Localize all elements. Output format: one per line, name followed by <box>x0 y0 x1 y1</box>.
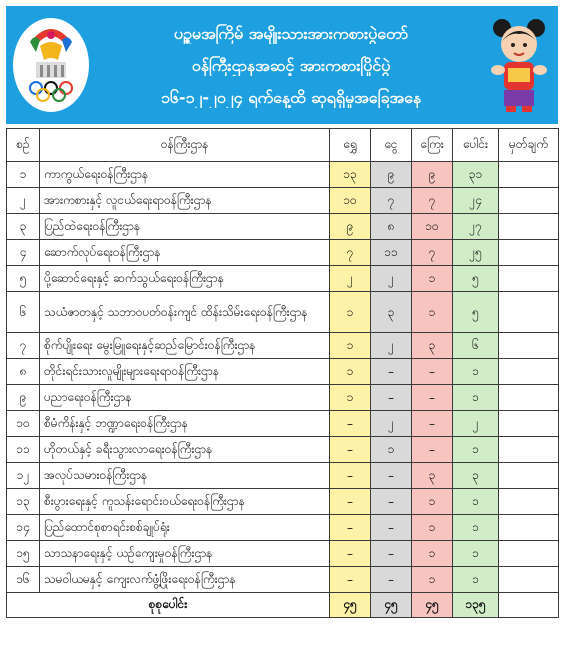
cell-remark <box>499 292 559 333</box>
cell-no: ၆ <box>7 292 40 333</box>
cell-ministry: စီမံကိန်းနှင့် ဘဏ္ဍာရေးဝန်ကြီးဌာန <box>40 411 330 437</box>
cell-ministry: စီးပွားရေးနှင့် ကူသန်းရောင်းဝယ်ရေးဝန်ကြီးဌာန <box>40 489 330 515</box>
cell-silver: – <box>371 567 412 593</box>
cell-no: ၁၀ <box>7 411 40 437</box>
header-banner <box>6 6 558 124</box>
table-row <box>7 214 559 240</box>
cell-ministry: ပို့ဆောင်ရေးနှင့် ဆက်သွယ်ရေးဝန်ကြီးဌာန <box>40 266 330 292</box>
cell-bronze: ၁ <box>412 489 453 515</box>
header-ministry: ဝန်ကြီးဌာန <box>40 129 330 162</box>
cell-bronze: ၁ <box>412 515 453 541</box>
cell-ministry: အားကစားနှင့် လူငယ်ရေးရာဝန်ကြီးဌာန <box>40 188 330 214</box>
cell-gold: – <box>330 463 371 489</box>
cell-no: ၁၃ <box>7 489 40 515</box>
cell-ministry: ပြည်ထောင်စုစာရင်းစစ်ချုပ်ရုံး <box>40 515 330 541</box>
cell-silver: – <box>371 515 412 541</box>
table-row <box>7 489 559 515</box>
cell-bronze: – <box>412 385 453 411</box>
cell-total: ၃ <box>453 463 499 489</box>
cell-ministry: သာသနာရေးနှင့် ယဉ်ကျေးမှုဝန်ကြီးဌာန <box>40 541 330 567</box>
total-gold: ၄၅ <box>330 593 371 618</box>
cell-silver: ၂ <box>371 266 412 292</box>
cell-silver: ၂ <box>371 333 412 359</box>
cell-silver: ၈ <box>371 214 412 240</box>
cell-bronze: ၉ <box>412 162 453 188</box>
cell-silver: ၃ <box>371 292 412 333</box>
mascot-icon <box>488 14 550 114</box>
cell-no: ၉ <box>7 385 40 411</box>
cell-total: ၁ <box>453 489 499 515</box>
cell-gold: ၁ <box>330 359 371 385</box>
cell-total: ၂၇ <box>453 214 499 240</box>
cell-gold: – <box>330 437 371 463</box>
cell-remark <box>499 541 559 567</box>
cell-total: ၁ <box>453 567 499 593</box>
table-body <box>7 162 559 593</box>
cell-total: ၁ <box>453 541 499 567</box>
cell-remark <box>499 333 559 359</box>
cell-ministry: ဆောက်လုပ်ရေးဝန်ကြီးဌာန <box>40 240 330 266</box>
cell-no: ၁ <box>7 162 40 188</box>
cell-gold: ၁၃ <box>330 162 371 188</box>
cell-no: ၁၂ <box>7 463 40 489</box>
games-emblem-icon <box>12 16 90 114</box>
cell-remark <box>499 162 559 188</box>
cell-bronze: ၁ <box>412 292 453 333</box>
cell-gold: ၁ <box>330 292 371 333</box>
cell-remark <box>499 567 559 593</box>
cell-bronze: ၇ <box>412 188 453 214</box>
total-total: ၁၃၅ <box>453 593 499 618</box>
cell-silver: ၁၁ <box>371 240 412 266</box>
total-row <box>7 593 559 618</box>
total-silver: ၄၅ <box>371 593 412 618</box>
table-row <box>7 266 559 292</box>
cell-remark <box>499 437 559 463</box>
cell-no: ၅ <box>7 266 40 292</box>
table-row <box>7 162 559 188</box>
table-row <box>7 240 559 266</box>
total-remark <box>499 593 559 618</box>
cell-no: ၁၄ <box>7 515 40 541</box>
cell-gold: ၁ <box>330 333 371 359</box>
table-row <box>7 463 559 489</box>
cell-silver: ၇ <box>371 188 412 214</box>
cell-ministry: ပညာရေးဝန်ကြီးဌာန <box>40 385 330 411</box>
header-remark: မှတ်ချက် <box>499 129 559 162</box>
cell-ministry: သယံဇာတနှင့် သဘာဝပတ်ဝန်းကျင် ထိန်းသိမ်းရေးဝန်ကြီးဌာန <box>40 292 330 333</box>
cell-no: ၁၁ <box>7 437 40 463</box>
table-row <box>7 541 559 567</box>
cell-no: ၂ <box>7 188 40 214</box>
cell-gold: – <box>330 567 371 593</box>
cell-remark <box>499 266 559 292</box>
table-row <box>7 411 559 437</box>
cell-silver: – <box>371 463 412 489</box>
header-total: ပေါင်း <box>453 129 499 162</box>
cell-ministry: တိုင်းရင်းသားလူမျိုးများရေးရာဝန်ကြီးဌာန <box>40 359 330 385</box>
cell-total: ၂ <box>453 411 499 437</box>
cell-no: ၁၆ <box>7 567 40 593</box>
cell-bronze: ၁၀ <box>412 214 453 240</box>
cell-bronze: – <box>412 437 453 463</box>
cell-total: ၅ <box>453 292 499 333</box>
cell-ministry: သမဝါယမနှင့် ကျေးလက်ဖွံ့ဖြိုးရေးဝန်ကြီးဌာန <box>40 567 330 593</box>
table-row <box>7 188 559 214</box>
cell-gold: – <box>330 515 371 541</box>
cell-gold: ၉ <box>330 214 371 240</box>
table-row <box>7 292 559 333</box>
cell-remark <box>499 463 559 489</box>
cell-silver: – <box>371 541 412 567</box>
cell-total: ၁ <box>453 359 499 385</box>
cell-bronze: ၃ <box>412 333 453 359</box>
cell-no: ၄ <box>7 240 40 266</box>
title-line-2: ဝန်ကြီးဌာနအဆင့် အားကစားပြိုင်ပွဲ <box>191 56 391 75</box>
cell-total: ၂၅ <box>453 240 499 266</box>
cell-total: ၂၄ <box>453 188 499 214</box>
header-silver: ငွေ <box>371 129 412 162</box>
title-line-1: ပဉ္စမအကြိမ် အမျိုးသားအားကစားပွဲတော် <box>173 24 409 43</box>
cell-silver: ၂ <box>371 411 412 437</box>
cell-remark <box>499 214 559 240</box>
cell-gold: – <box>330 489 371 515</box>
cell-silver: – <box>371 359 412 385</box>
title-line-3: ၁၆-၁၂-၂၀၂၄ ရက်နေ့ထိ ဆုရရှိမှုအခြေအနေ <box>160 88 422 107</box>
total-bronze: ၄၅ <box>412 593 453 618</box>
cell-bronze: ၃ <box>412 463 453 489</box>
cell-ministry: ဟိုတယ်နှင့် ခရီးသွားလာရေးဝန်ကြီးဌာန <box>40 437 330 463</box>
cell-silver: ၁ <box>371 437 412 463</box>
cell-bronze: ၁ <box>412 266 453 292</box>
table-row <box>7 437 559 463</box>
cell-gold: ၂ <box>330 266 371 292</box>
cell-gold: ၇ <box>330 240 371 266</box>
table-row <box>7 359 559 385</box>
cell-total: ၁ <box>453 515 499 541</box>
cell-bronze: – <box>412 359 453 385</box>
cell-ministry: အလုပ်သမားဝန်ကြီးဌာန <box>40 463 330 489</box>
cell-no: ၇ <box>7 333 40 359</box>
cell-bronze: ၁ <box>412 541 453 567</box>
header-no: စဉ် <box>7 129 40 162</box>
cell-gold: – <box>330 541 371 567</box>
cell-no: ၈ <box>7 359 40 385</box>
cell-total: ၁ <box>453 437 499 463</box>
cell-remark <box>499 385 559 411</box>
cell-remark <box>499 411 559 437</box>
table-row <box>7 515 559 541</box>
cell-gold: ၁၀ <box>330 188 371 214</box>
cell-gold: ၁ <box>330 385 371 411</box>
cell-total: ၆ <box>453 333 499 359</box>
cell-bronze: ၇ <box>412 240 453 266</box>
cell-silver: – <box>371 385 412 411</box>
cell-total: ၃၁ <box>453 162 499 188</box>
cell-bronze: ၁ <box>412 567 453 593</box>
cell-silver: ၉ <box>371 162 412 188</box>
table-header-row <box>7 129 559 162</box>
cell-remark <box>499 240 559 266</box>
cell-no: ၃ <box>7 214 40 240</box>
total-label: စုစုပေါင်း <box>7 593 330 618</box>
cell-ministry: ကာကွယ်ရေးဝန်ကြီးဌာန <box>40 162 330 188</box>
cell-no: ၁၅ <box>7 541 40 567</box>
table-row <box>7 333 559 359</box>
cell-remark <box>499 359 559 385</box>
cell-remark <box>499 515 559 541</box>
medal-table <box>6 128 559 618</box>
table-row <box>7 567 559 593</box>
cell-bronze: – <box>412 411 453 437</box>
cell-remark <box>499 489 559 515</box>
cell-silver: – <box>371 489 412 515</box>
header-bronze: ကြေး <box>412 129 453 162</box>
cell-total: ၅ <box>453 266 499 292</box>
cell-remark <box>499 188 559 214</box>
table-row <box>7 385 559 411</box>
header-gold: ရွှေ <box>330 129 371 162</box>
cell-gold: – <box>330 411 371 437</box>
cell-ministry: ပြည်ထဲရေးဝန်ကြီးဌာန <box>40 214 330 240</box>
cell-total: ၁ <box>453 385 499 411</box>
cell-ministry: စိုက်ပျိုးရေး မွေးမြူရေးနှင့်ဆည်မြောင်းဝန်ကြီးဌာန <box>40 333 330 359</box>
